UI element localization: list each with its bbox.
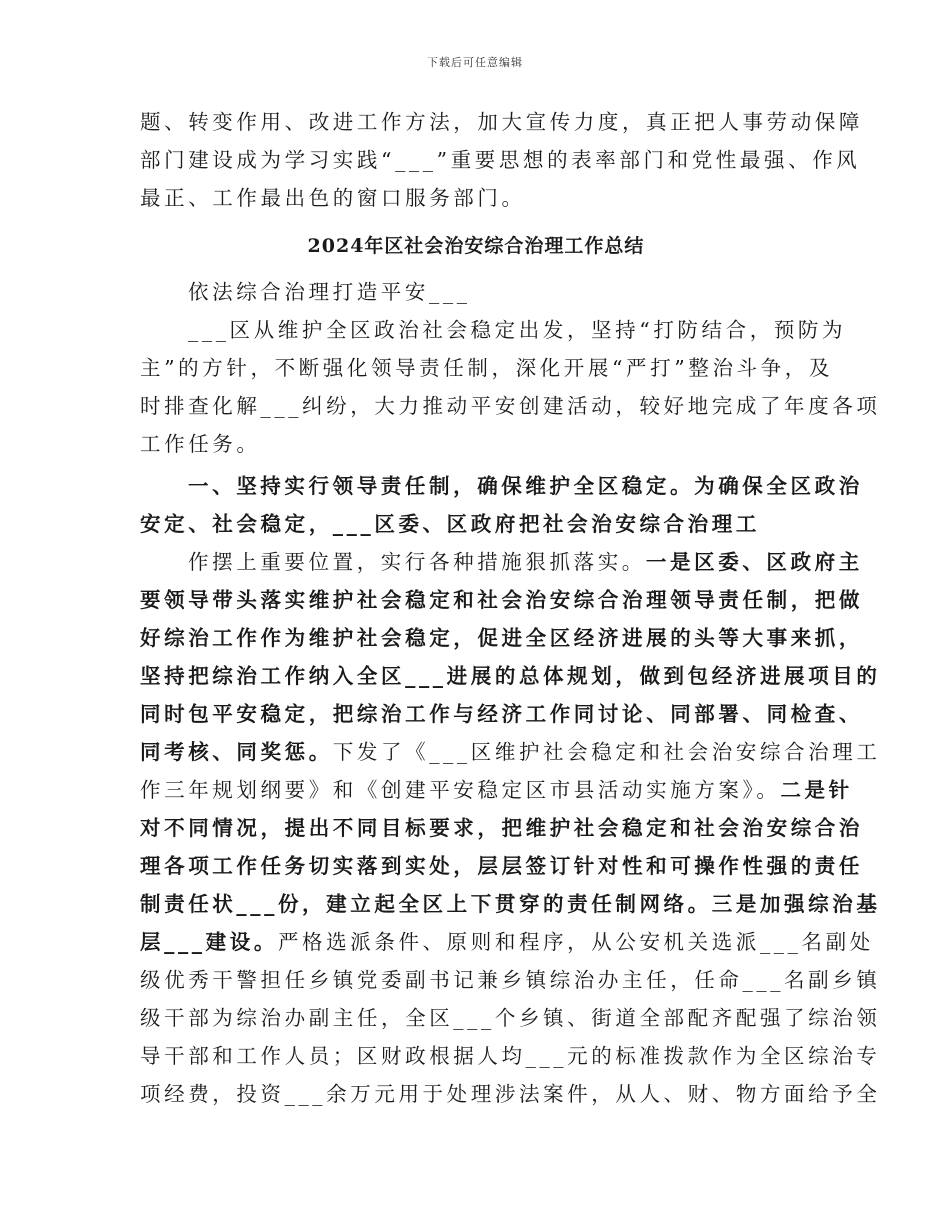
page-header-note: 下载后可任意编辑 xyxy=(427,56,523,69)
para2-line-1-text: 作摆上重要位置，实行各种措施狠抓落实。 xyxy=(188,550,646,574)
para2-line-2: 要领导带头落实维护社会稳定和社会治安综合治理领导责任制，把做 xyxy=(140,588,863,612)
para2-line-13: 级干部为综治办副主任，全区___个乡镇、街道全部配齐配强了综治领 xyxy=(140,1006,881,1030)
para2-line-8: 对不同情况，提出不同目标要求，把维护社会稳定和社会治安综合治 xyxy=(140,816,863,840)
section1-line-2: 安定、社会稳定，___区委、区政府把社会治安综合治理工 xyxy=(140,512,760,536)
para2-line-10: 制责任状___份，建立起全区上下贯穿的责任制网络。三是加强综治基 xyxy=(140,892,881,916)
intro-line-1: 题、转变作用、改进工作方法，加大宣传力度，真正把人事劳动保障 xyxy=(140,110,863,134)
para2-line-1 xyxy=(140,543,863,581)
document-body xyxy=(140,103,881,1113)
para2-line-12: 级优秀干警担任乡镇党委副书记兼乡镇综治办主任，任命___名副乡镇 xyxy=(140,968,881,992)
intro-line-2: 部门建设成为学习实践“___”重要思想的表率部门和党性最强、作风 xyxy=(140,148,861,172)
para2-line-9: 理各项工作任务切实落到实处，层层签订针对性和可操作性强的责任 xyxy=(140,854,863,878)
para2-line-7-text: 作三年规划纲要》和《创建平安稳定区市县活动实施方案》。 xyxy=(140,778,781,802)
para2-line-11-bold: 层___建设。 xyxy=(140,930,278,954)
para2-line-6-text: 下发了《___区维护社会稳定和社会治安综合治理工 xyxy=(332,740,881,764)
para1-line-3: 时排查化解___纠纷，大力推动平安创建活动，较好地完成了年度各项 xyxy=(140,394,881,418)
para2-line-6 xyxy=(140,733,881,771)
para2-line-5: 同时包平安稳定，把综治工作与经济工作同讨论、同部署、同检查、 xyxy=(140,702,863,726)
para2-line-6-bold: 同考核、同奖惩。 xyxy=(140,740,333,764)
para2-line-3: 好综治工作作为维护社会稳定，促进全区经济进展的头等大事来抓， xyxy=(140,626,863,650)
document-title: 2024年区社会治安综合治理工作总结 xyxy=(307,235,645,257)
para1-line-4: 工作任务。 xyxy=(140,432,261,456)
intro-line-3: 最正、工作最出色的窗口服务部门。 xyxy=(140,186,526,210)
section1-line-1: 一、坚持实行领导责任制，确保维护全区稳定。为确保全区政治 xyxy=(188,474,863,498)
para2-line-7 xyxy=(140,771,853,809)
para1-line-1: ___区从维护全区政治社会稳定出发，坚持“打防结合，预防为 xyxy=(188,318,847,342)
para2-line-7-bold: 二是针 xyxy=(780,778,853,802)
para2-line-11-text: 严格选派条件、原则和程序，从公安机关选派___名副处 xyxy=(277,930,874,954)
para2-line-11 xyxy=(140,923,874,961)
para2-line-15: 项经费，投资___余万元用于处理涉法案件，从人、财、物方面给予全 xyxy=(140,1082,881,1106)
para2-line-1-bold: 一是区委、区政府主 xyxy=(645,550,863,574)
para2-line-4: 坚持把综治工作纳入全区___进展的总体规划，做到包经济进展项目的 xyxy=(140,664,881,688)
subtitle: 依法综合治理打造平安___ xyxy=(188,280,471,304)
para1-line-2: 主”的方针，不断强化领导责任制，深化开展“严打”整治斗争，及 xyxy=(140,356,833,380)
para2-line-14: 导干部和工作人员；区财政根据人均___元的标准拨款作为全区综治专 xyxy=(140,1044,881,1068)
